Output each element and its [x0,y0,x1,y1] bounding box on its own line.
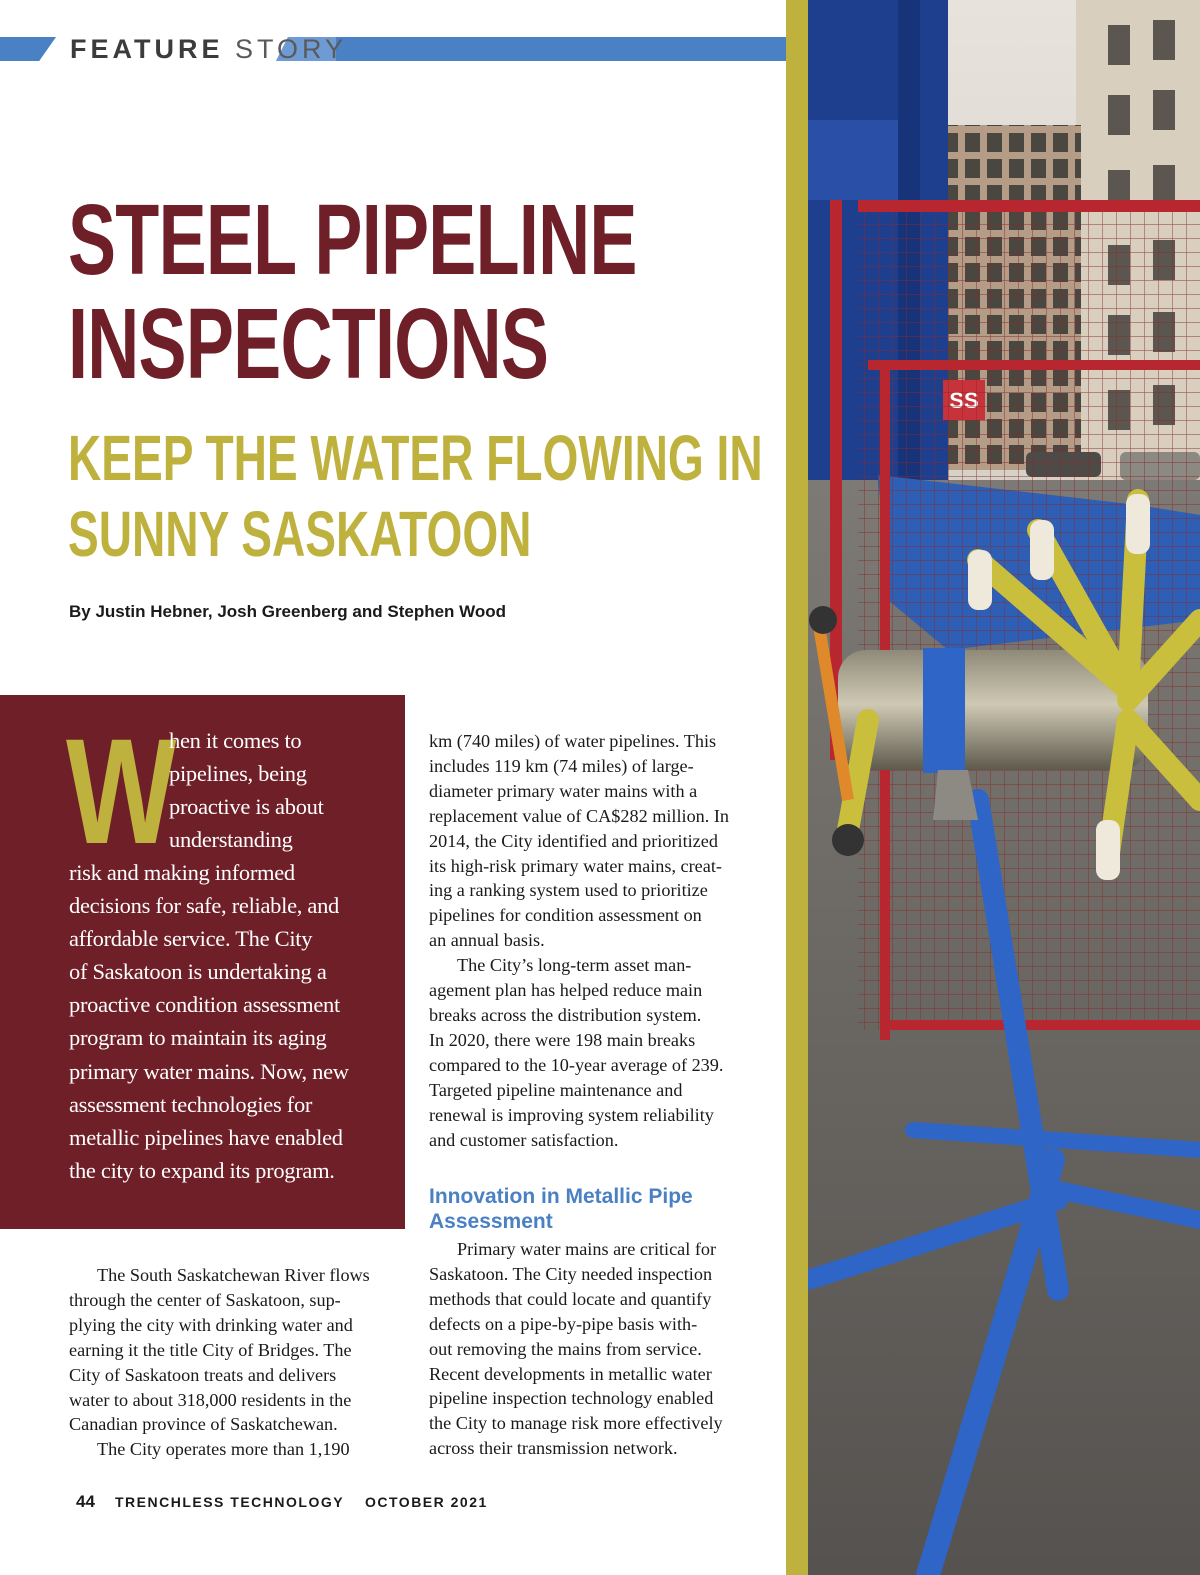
lead-line: affordable service. The City [69,926,313,951]
body-line: and customer satisfaction. [429,1129,619,1150]
subtitle-line-2: SUNNY SASKATOON [68,498,532,570]
body-line: Targeted pipeline maintenance and [429,1079,683,1100]
body-line: The City’s long-term asset man- [457,955,692,976]
body-line: renewal is improving system reliability [429,1104,714,1125]
page-number: 44 [76,1492,95,1511]
section-label [70,34,347,65]
body-line: an annual basis. [429,930,545,951]
body-line: earning it the title City of Bridges. The [69,1339,352,1360]
body-line: agement plan has helped reduce main [429,980,703,1001]
body-column-2 [429,729,729,1152]
photo-illustration [808,0,1200,1575]
body-line: plying the city with drinking water and [69,1314,353,1335]
body-line: through the center of Saskatoon, sup- [69,1289,341,1310]
byline: By Justin Hebner, Josh Greenberg and Stephen Wood [69,602,507,621]
gold-divider-stripe [786,0,808,1575]
body-column-2-continued [429,1237,723,1461]
lead-line: the city to expand its program. [69,1158,335,1183]
body-line: The South Saskatchewan River flows [97,1265,370,1285]
body-line: defects on a pipe-by-pipe basis with- [429,1313,698,1334]
body-line: Primary water mains are critical for [457,1239,717,1259]
lead-line: primary water mains. Now, new [69,1059,349,1084]
article-title [68,184,637,400]
body-line: breaks across the distribution system. [429,1004,702,1025]
body-line: pipelines for condition assessment on [429,905,702,926]
title-line-2: INSPECTIONS [68,288,549,400]
lead-line: decisions for safe, reliable, and [69,893,339,918]
lead-line: of Saskatoon is undertaking a [69,959,327,984]
article-subtitle [68,420,763,572]
subtitle-line-1: KEEP THE WATER FLOWING IN [68,422,763,494]
lead-line: pipelines, being [169,761,307,786]
inspection-tool-photo [808,0,1200,1575]
header-band-left [0,37,56,61]
body-line: diameter primary water mains with a [429,780,698,801]
body-line: out removing the mains from service. [429,1338,702,1359]
body-line: across their transmission network. [429,1438,678,1459]
section-label-light: STORY [235,34,348,64]
body-line: the City to manage risk more effectively [429,1413,723,1434]
section-subhead: Innovation in Metallic Pipe Assessment [429,1185,693,1233]
body-line: water to about 318,000 residents in the [69,1389,352,1410]
body-line: its high-risk primary water mains, creat- [429,855,722,876]
lead-line: assessment technologies for [69,1092,313,1117]
section-label-bold: FEATURE [70,34,224,64]
title-line-1: STEEL PIPELINE [68,184,637,296]
body-line: 2014, the City identified and prioritized [429,830,718,851]
header-band-right [276,37,789,61]
body-line: includes 119 km (74 miles) of large- [429,755,694,776]
body-line: Canadian province of Saskatchewan. [69,1414,338,1435]
body-line: compared to the 10-year average of 239. [429,1054,724,1075]
body-line: ing a ranking system used to prioritize [429,880,708,901]
publication-name: TRENCHLESS TECHNOLOGY [115,1494,345,1510]
body-line: km (740 miles) of water pipelines. This [429,731,717,751]
body-line: methods that could locate and quantify [429,1288,712,1309]
drop-cap: W [66,707,177,875]
lead-line: hen it comes to [169,728,302,753]
lead-line: proactive condition assessment [69,992,340,1017]
body-line: Saskatoon. The City needed inspection [429,1263,713,1284]
body-line: Recent developments in metallic water [429,1363,712,1384]
body-line: The City operates more than 1,190 [97,1439,350,1460]
lead-line: metallic pipelines have enabled [69,1125,343,1150]
lead-line: program to maintain its aging [69,1025,327,1050]
body-line: replacement value of CA$282 million. In [429,805,730,826]
body-column-1 [69,1263,370,1462]
lead-line: proactive is about [169,794,324,819]
lead-line: risk and making informed [69,860,295,885]
body-line: pipeline inspection technology enabled [429,1388,714,1409]
lead-line: understanding [169,827,293,852]
issue-date: OCTOBER 2021 [365,1494,488,1510]
body-line: In 2020, there were 198 main breaks [429,1029,696,1050]
body-line: City of Saskatoon treats and delivers [69,1364,337,1385]
